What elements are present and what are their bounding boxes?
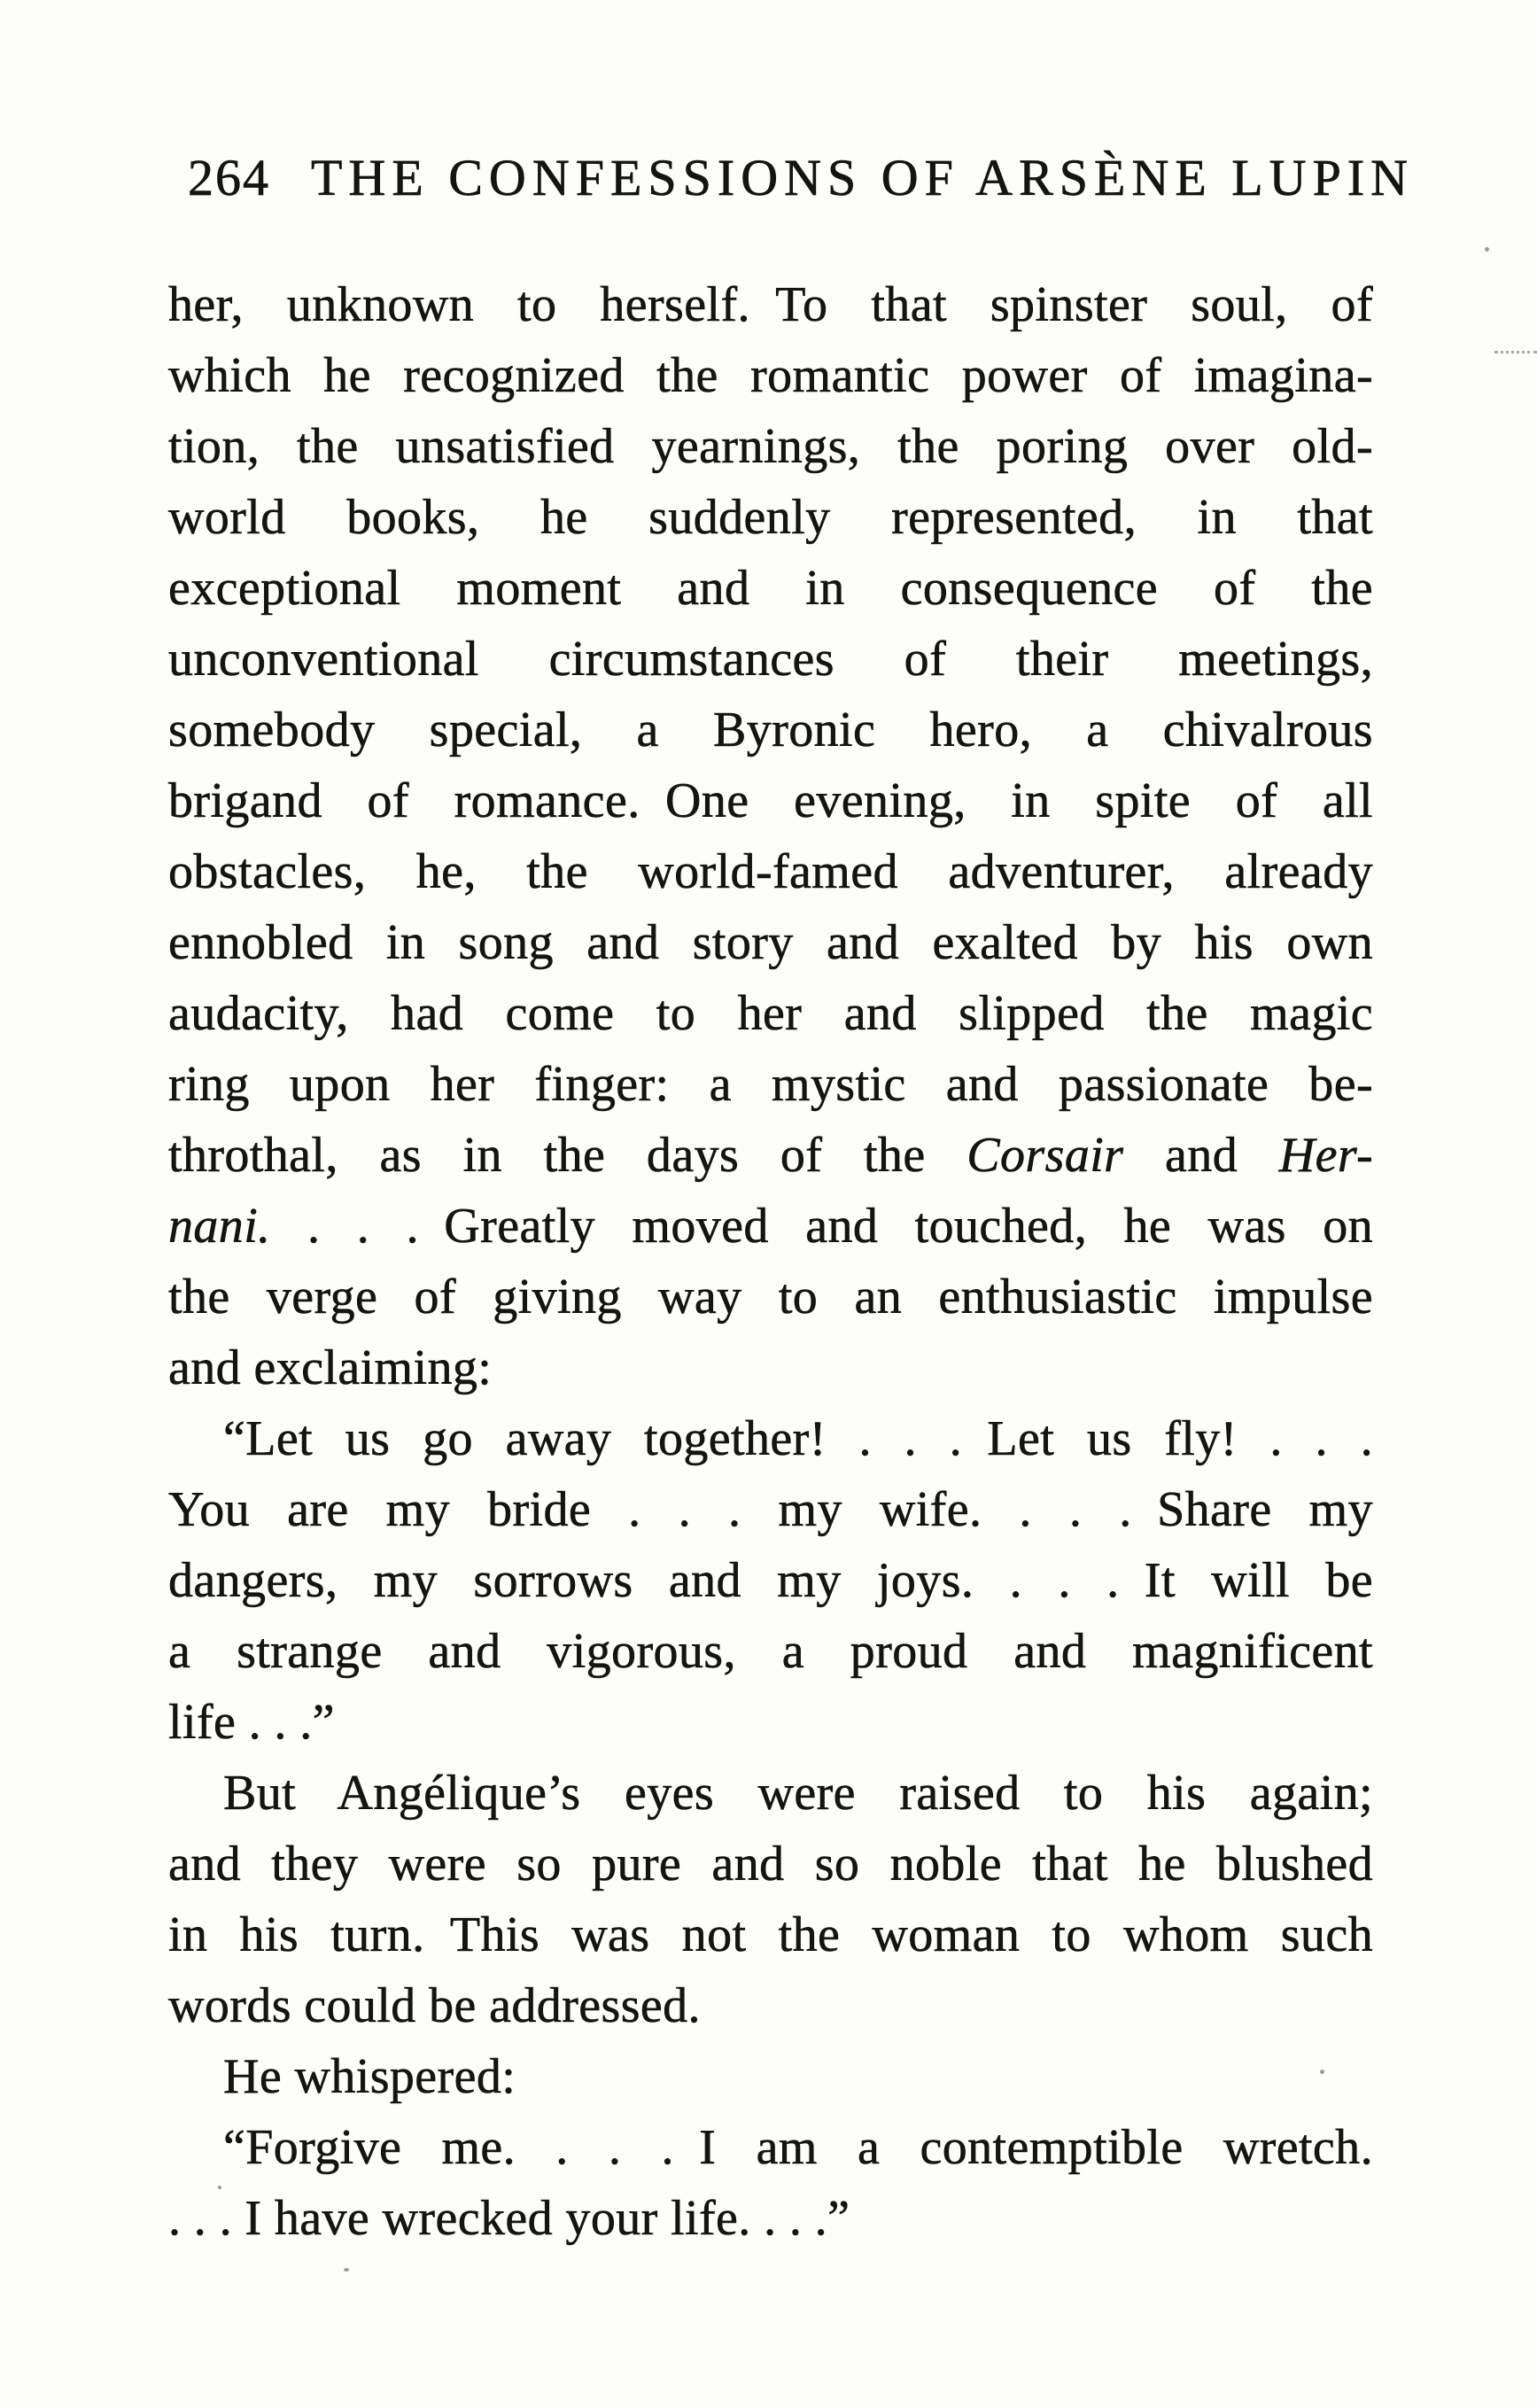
scan-artifact-speck	[1485, 247, 1489, 252]
text-line	[168, 978, 1373, 1049]
text-line	[168, 2041, 1373, 2112]
text-segment: nani.	[168, 1199, 271, 1254]
text-line	[168, 1545, 1373, 1616]
text-line	[168, 1899, 1373, 1970]
text-line	[168, 1049, 1373, 1120]
text-line	[168, 1120, 1373, 1191]
text-segment: tion, the unsatisfied yearnings, the poring over old-	[168, 419, 1373, 474]
text-line	[168, 907, 1373, 978]
text-line	[168, 411, 1373, 482]
text-segment: the verge of giving way to an enthusiastic impulse	[168, 1270, 1373, 1324]
text-line	[168, 2183, 1373, 2254]
text-line	[168, 836, 1373, 907]
text-segment: throthal, as in the days of the	[168, 1128, 967, 1183]
text-line	[168, 553, 1373, 624]
text-segment: in his turn. This was not the woman to whom such	[168, 1907, 1373, 1962]
text-segment: world books, he suddenly represented, in that	[168, 490, 1373, 545]
text-line	[168, 1970, 1373, 2041]
text-segment: and	[1123, 1128, 1279, 1183]
text-segment: unconventional circumstances of their meetings,	[168, 632, 1373, 687]
text-segment: somebody special, a Byronic hero, a chivalrous	[168, 703, 1373, 757]
text-line	[168, 1332, 1373, 1403]
scan-artifact-speck	[344, 2268, 349, 2272]
text-segment: “Let us go away together! . . . Let us fly! . . .	[223, 1411, 1373, 1466]
text-line	[168, 1403, 1373, 1474]
text-segment: ennobled in song and story and exalted by his own	[168, 915, 1373, 970]
text-segment: ring upon her finger: a mystic and passionate be-	[168, 1057, 1373, 1112]
text-segment: Corsair	[966, 1128, 1124, 1183]
text-segment: “Forgive me. . . . I am a contemptible wretch.	[223, 2120, 1373, 2175]
text-segment: He whispered:	[223, 2049, 516, 2104]
text-line	[168, 340, 1373, 411]
text-segment: and exclaiming:	[168, 1340, 493, 1395]
text-line	[168, 1687, 1373, 1758]
scan-artifact-dash	[1494, 351, 1537, 353]
text-line	[168, 1829, 1373, 1899]
text-line	[168, 1616, 1373, 1687]
page-header	[188, 149, 1415, 207]
text-segment: exceptional moment and in consequence of the	[168, 561, 1373, 616]
text-line	[168, 269, 1373, 340]
page-number: 264	[188, 149, 270, 206]
scan-artifact-speck	[218, 2186, 221, 2189]
text-segment: her, unknown to herself. To that spinster soul, of	[168, 277, 1373, 332]
text-segment: Her-	[1278, 1128, 1374, 1183]
text-segment: But Angélique’s eyes were raised to his again;	[223, 1766, 1373, 1821]
text-line	[168, 2112, 1373, 2183]
text-segment: . . . I have wrecked your life. . . .”	[168, 2191, 850, 2246]
text-line	[168, 1474, 1373, 1545]
text-segment: which he recognized the romantic power of imagina-	[168, 348, 1373, 403]
text-segment: words could be addressed.	[168, 1978, 701, 2033]
text-line	[168, 1262, 1373, 1332]
text-line	[168, 1191, 1373, 1262]
text-line	[168, 482, 1373, 553]
text-line	[168, 765, 1373, 836]
text-segment: . . . Greatly moved and touched, he was on	[270, 1199, 1373, 1254]
text-line	[168, 695, 1373, 765]
text-line	[168, 624, 1373, 695]
text-segment: You are my bride . . . my wife. . . . Share my	[168, 1482, 1373, 1537]
scan-artifact-speck	[1320, 2070, 1324, 2074]
text-line	[168, 1758, 1373, 1829]
text-segment: life . . .”	[168, 1695, 335, 1750]
text-segment: and they were so pure and so noble that he blushed	[168, 1837, 1373, 1891]
running-title: THE CONFESSIONS OF ARSÈNE LUPIN	[311, 149, 1415, 206]
body-text	[168, 269, 1373, 2254]
text-segment: brigand of romance. One evening, in spite of all	[168, 773, 1373, 828]
text-segment: dangers, my sorrows and my joys. . . . It will be	[168, 1553, 1373, 1608]
text-segment: audacity, had come to her and slipped the magic	[168, 986, 1373, 1041]
text-segment: obstacles, he, the world-famed adventurer, already	[168, 844, 1373, 899]
text-segment: a strange and vigorous, a proud and magnificent	[168, 1624, 1373, 1679]
